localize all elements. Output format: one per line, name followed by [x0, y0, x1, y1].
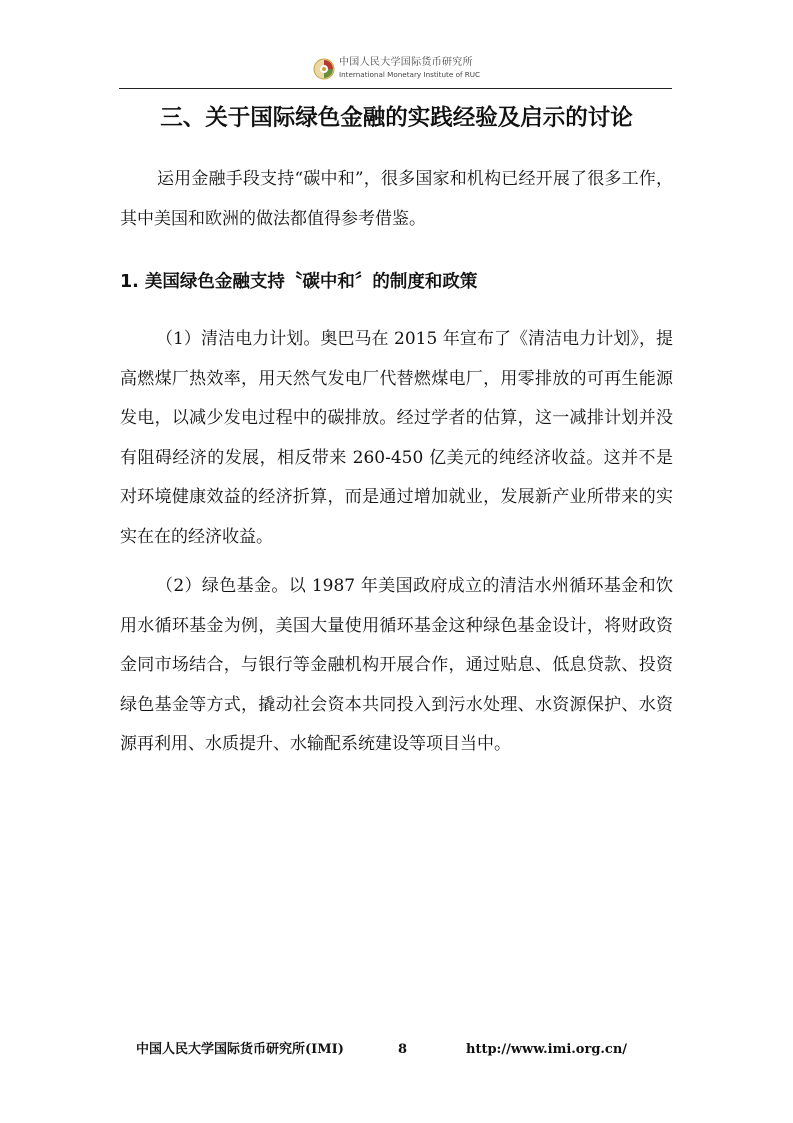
header-org-block — [339, 58, 480, 78]
header-org-cn: 中国人民大学国际货币研究所 — [339, 57, 473, 68]
page-number: 8 — [398, 1042, 408, 1057]
section-heading: 1. 美国绿色金融支持〝碳中和〞的制度和政策 — [120, 272, 478, 292]
footer-url-link[interactable]: http://www.imi.org.cn/ — [466, 1042, 628, 1057]
footer-org: 中国人民大学国际货币研究所(IMI) — [136, 1042, 344, 1057]
header-org-en: International Monetary Institute of RUC — [339, 70, 481, 79]
page-title: 三、关于国际绿色金融的实践经验及启示的讨论 — [160, 105, 633, 131]
intro-paragraph: 运用金融手段支持“碳中和”，很多国家和机构已经开展了很多工作，其中美国和欧洲的做法都值得参考借鉴。 — [120, 169, 673, 229]
imi-logo-icon — [313, 58, 335, 80]
header-divider — [119, 88, 672, 89]
page-footer — [0, 1040, 793, 1060]
paragraph-clean-power-plan: （1）清洁电力计划。奥巴马在 2015 年宣布了《清洁电力计划》，提高燃煤厂热效率，用天然气发电厂代替燃煤电厂，用零排放的可再生能源发电，以减少发电过程中的碳排放。经过学者的估算，这一减排计划并没有阻碍经济的发展，相反带来 260-450 亿美元的纯经济收益。这并不是对环境健康效益的经济折算，而是通过增加就业，发展新产业所带来的实实在在的经济收益。 — [120, 329, 673, 547]
paragraph-green-fund: （2）绿色基金。以 1987 年美国政府成立的清洁水州循环基金和饮用水循环基金为例，美国大量使用循环基金这种绿色基金设计，将财政资金同市场结合，与银行等金融机构开展合作，通过贴息、低息贷款、投资绿色基金等方式，撬动社会资本共同投入到污水处理、水资源保护、水资源再利用、水质提升、水输配系统建设等项目当中。 — [120, 576, 673, 754]
